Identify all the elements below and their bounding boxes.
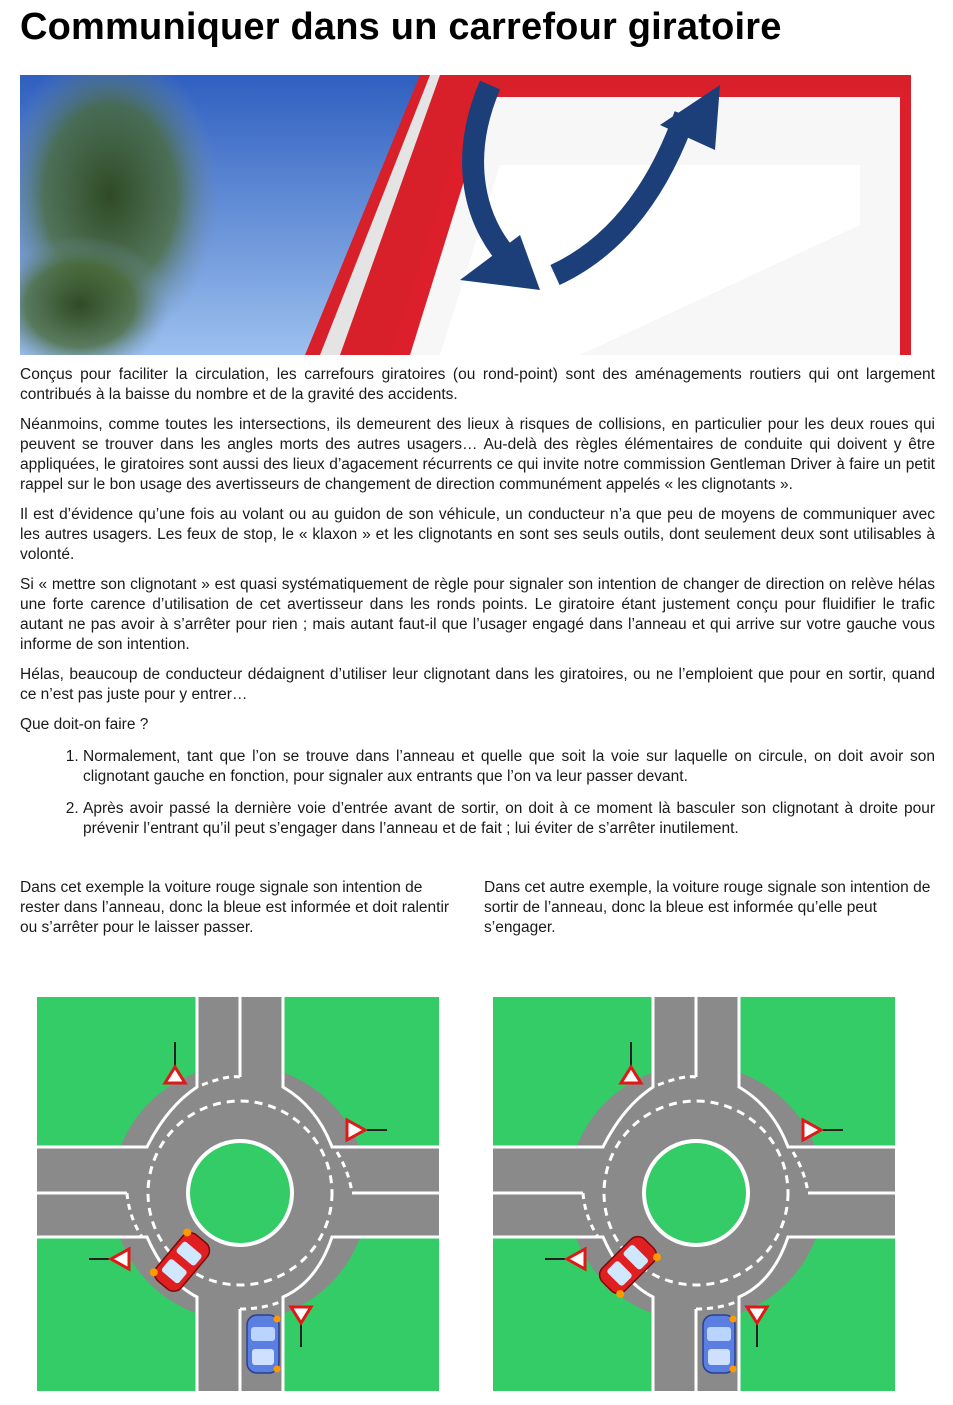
list-item: 1. Normalement, tant que l’on se trouve dans l’anneau et quelle que soit la voie sur laquelle on circule, on doit avoir son clignotant gauche en fonction, pour signaler aux entrants que l’on va leur passer devant. — [83, 747, 935, 787]
roundabout-diagram-left — [37, 997, 439, 1391]
instructions-list — [20, 747, 935, 839]
article-body — [20, 365, 935, 851]
roundabout-diagram-right — [493, 997, 895, 1391]
paragraph: Néanmoins, comme toutes les intersections, ils demeurent des lieux à risques de collisions, en particulier pour les deux roues qui peuvent se trouver dans les angles morts des autres usagers… Au-delà des règles élémentaires de conduite qui doivent y être appliquées, le giratoires sont aussi des lieux d’agacement récurrents ce qui invite notre commission Gentleman Driver à faire un petit rappel sur le bon usage des avertisseurs de changement de direction communément appelés « les clignotants ». — [20, 416, 935, 493]
caption-left: Dans cet exemple la voiture rouge signale son intention de rester dans l’anneau, donc la bleue est informée et doit ralentir ou s’arrêter pour le laisser passer. — [20, 879, 450, 936]
paragraph: Il est d’évidence qu’une fois au volant ou au guidon de son véhicule, un conducteur n’a que peu de moyens de communiquer avec les autres usagers. Les feux de stop, le « klaxon » et les clignotants en sont ses seuls outils, dont seulement deux sont utilisables à volonté. — [20, 506, 935, 563]
roundabout-sign-image — [20, 75, 911, 355]
paragraph: Si « mettre son clignotant » est quasi systématiquement de règle pour signaler son intention de changer de direction on relève hélas une forte carence d’utilisation de cet avertisseur dans les ronds points. Le giratoire étant justement conçu pour fluidifier le trafic autant ne pas avoir à s’arrêter pour rien ; mais autant faut-il que l’usager engagé dans l’anneau et qui arrive sur votre gauche vous informe de son intention. — [20, 576, 935, 653]
page-title: Communiquer dans un carrefour giratoire — [20, 6, 782, 48]
caption-right: Dans cet autre exemple, la voiture rouge signale son intention de sortir de l’anneau, donc la bleue est informée qu’elle peut s’engager. — [484, 879, 931, 936]
list-item: 2. Après avoir passé la dernière voie d’entrée avant de sortir, on doit à ce moment là basculer son clignotant à droite pour prévenir l’entrant qu’il peut s’engager dans l’anneau et de fait ; lui éviter de s’arrêter inutilement. — [83, 799, 935, 839]
paragraph: Hélas, beaucoup de conducteur dédaignent d’utiliser leur clignotant dans les giratoires, ou ne l’emploient que pour en sortir, quand ce n’est pas juste pour y entrer… — [20, 666, 935, 703]
question: Que doit-on faire ? — [20, 716, 149, 733]
paragraph: Conçus pour faciliter la circulation, les carrefours giratoires (ou rond-point) sont des aménagements routiers qui ont largement contribués à la baisse du nombre et de la gravité des accidents. — [20, 366, 935, 403]
captions — [20, 878, 935, 948]
